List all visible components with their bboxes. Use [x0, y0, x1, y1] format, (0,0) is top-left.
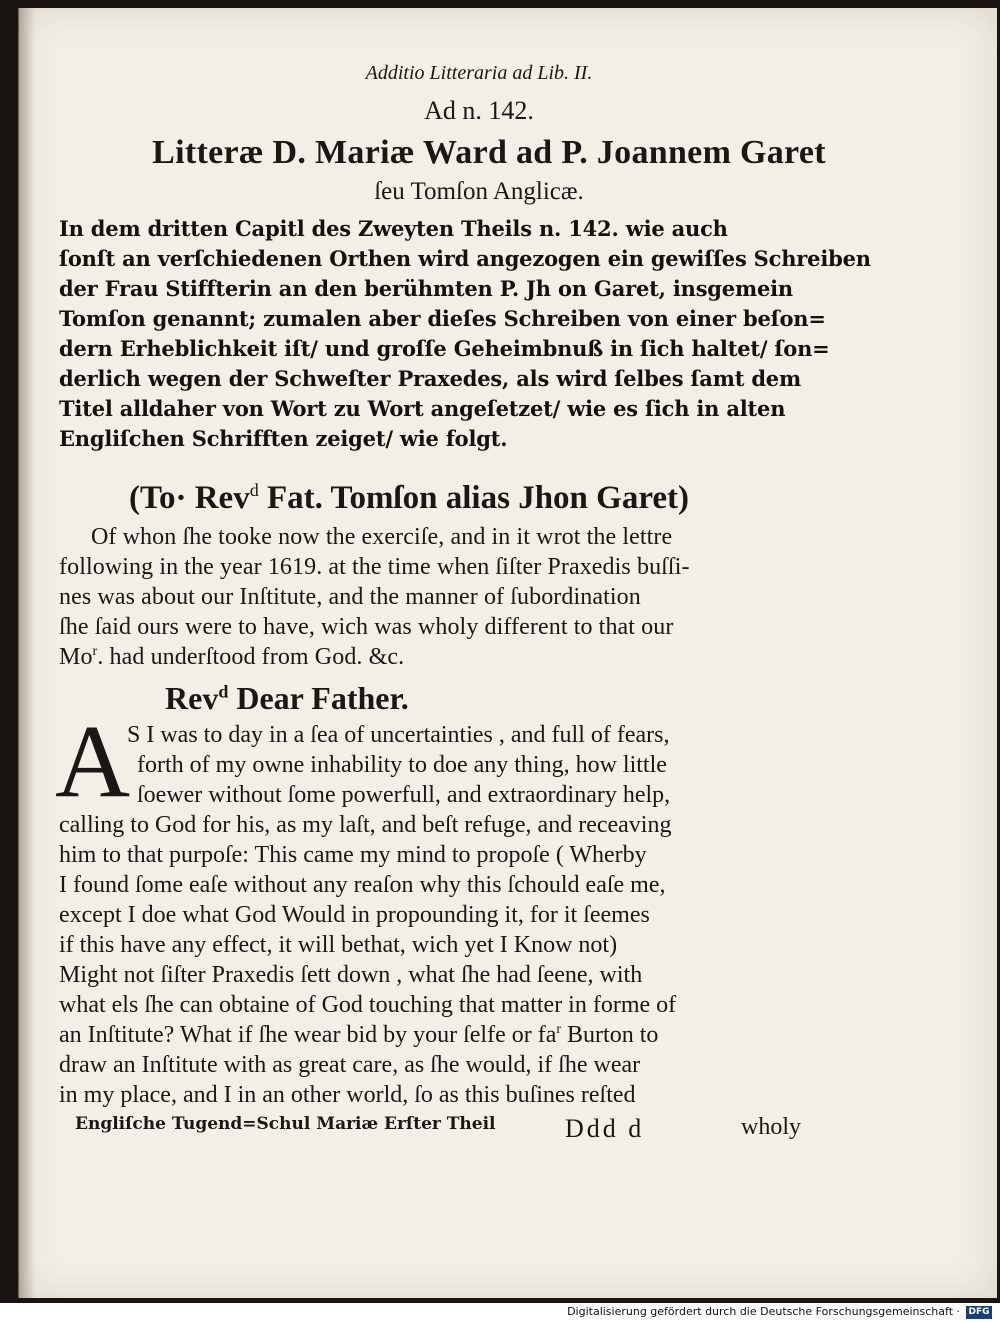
book-page: [18, 8, 997, 1298]
letter-line-2: forth of my owne inhability to doe any thing, how little: [137, 752, 667, 778]
address-rest: Fat. Tomſon alias Jhon Garet): [258, 480, 689, 516]
letter-line-13: in my place, and I in an other world, ſo as this buſines reſted: [59, 1082, 636, 1108]
german-line-3: der Frau Stiffterin an den berühmten P. Jh on Garet, insgemein: [59, 276, 793, 301]
german-line-8: Engliſchen Schrifften zeiget/ wie folgt.: [59, 426, 508, 451]
german-line-6: derlich wegen der Schweſter Praxedes, als wird ſelbes ſamt dem: [59, 366, 801, 391]
english-line-5-rest: . had underſtood from God. &c.: [97, 644, 405, 670]
letter-line-7: except I doe what God Would in propounding it, for it ſeemes: [59, 902, 650, 928]
german-line-1: In dem dritten Capitl des Zweyten Theils n. 142. wie auch: [59, 216, 728, 241]
page-title: Litteræ D. Mariæ Ward ad P. Joannem Garet: [152, 134, 826, 171]
father-abbr-sup: r: [556, 1022, 562, 1037]
letter-line-12: draw an Inſtitute with as great care, as ſhe would, if ſhe wear: [59, 1052, 641, 1078]
footer-book-title: Engliſche Tugend=Schul Mariæ Erſter Theil: [75, 1114, 496, 1134]
digitization-banner: [0, 1303, 1000, 1323]
signature-mark: Ddd d: [565, 1114, 645, 1143]
english-line-1: Of whon ſhe tooke now the exerciſe, and in it wrot the lettre: [91, 524, 673, 550]
salutation-rest: Dear Father.: [228, 680, 409, 716]
letter-line-4: calling to God for his, as my laſt, and beſt refuge, and receaving: [59, 812, 672, 838]
salutation-sup: d: [218, 681, 229, 702]
banner-credit-text: Digitalisierung gefördert durch die Deutsche Forschungsgemeinschaft ·: [567, 1305, 960, 1318]
german-line-7: Titel alldaher von Wort zu Wort angeſetzet/ wie es ſich in alten: [59, 396, 786, 421]
german-line-2: ſonſt an verſchiedenen Orthen wird angezogen ein gewiſſes Schreiben: [59, 246, 871, 271]
dfg-logo-icon: DFG: [966, 1306, 992, 1319]
letter-line-1: S I was to day in a ſea of uncertainties , and full of fears,: [127, 722, 670, 748]
salutation-main: Rev: [165, 680, 219, 716]
running-head: Additio Litteraria ad Lib. II.: [365, 62, 593, 84]
letter-line-8: if this have any effect, it will bethat, wich yet I Know not): [59, 932, 618, 958]
address-prefix: (To· Rev: [129, 480, 250, 516]
letter-line-3: ſoewer without ſome powerfull, and extraordinary help,: [137, 782, 671, 808]
german-line-4: Tomſon genannt; zumalen aber dieſes Schreiben von einer beſon=: [59, 306, 826, 331]
letter-line-6: I found ſome eaſe without any reaſon why this ſchould eaſe me,: [59, 872, 666, 898]
mother-abbr: Mo: [59, 644, 93, 670]
catchword: wholy: [741, 1114, 801, 1140]
english-line-5: [59, 644, 839, 671]
letter-line-11: [59, 1022, 879, 1049]
letter-line-11-start: an Inſtitute? What if ſhe wear bid by your ſelfe or fa: [59, 1022, 557, 1048]
letter-line-10: what els ſhe can obtaine of God touching that matter in forme of: [59, 992, 677, 1018]
letter-salutation: [165, 680, 409, 717]
drop-cap: A: [55, 704, 131, 819]
page-subtitle: ſeu Tomſon Anglicæ.: [374, 178, 584, 205]
letter-line-9: Might not ſiſter Praxedis ſett down , what ſhe had ſeene, with: [59, 962, 643, 988]
section-number: Ad n. 142.: [424, 96, 534, 125]
address-sup: d: [249, 480, 259, 500]
letter-line-11-end: Burton to: [561, 1022, 659, 1048]
page-edge-shadow: [19, 8, 35, 1298]
english-line-4: ſhe ſaid ours were to have, wich was wholy different to that our: [59, 614, 674, 640]
letter-address-heading: [129, 480, 829, 517]
english-line-3: nes was about our Inſtitute, and the manner of ſubordination: [59, 584, 641, 610]
german-line-5: dern Erheblichkeit iſt/ und groſſe Geheimbnuß in ſich haltet/ ſon=: [59, 336, 830, 361]
letter-line-5: him to that purpoſe: This came my mind to propoſe ( Wherby: [59, 842, 647, 868]
mother-abbr-sup: r: [92, 644, 98, 659]
english-line-2: following in the year 1619. at the time when ſiſter Praxedis buſſi-: [59, 554, 690, 580]
